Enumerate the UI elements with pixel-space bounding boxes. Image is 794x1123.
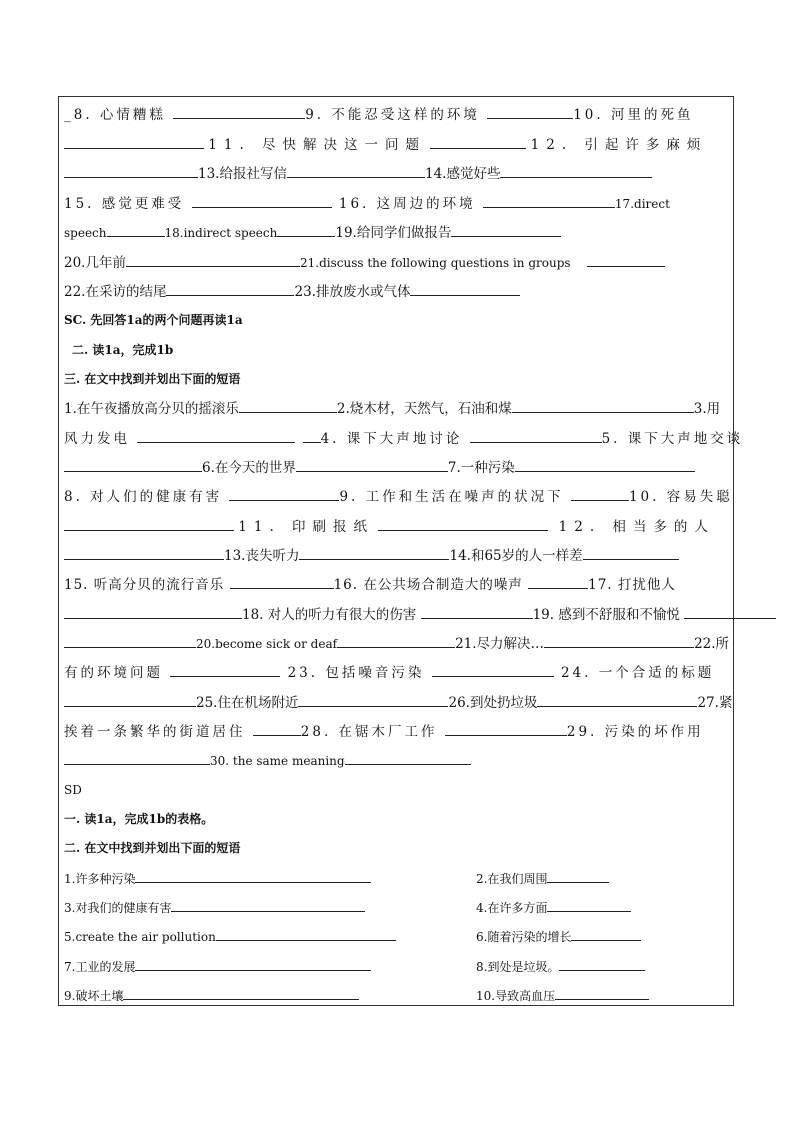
answer-blank[interactable] bbox=[173, 104, 305, 119]
phrase-row bbox=[64, 486, 732, 507]
phrase-row bbox=[64, 956, 732, 977]
phrase-label: 21.discuss the following questions in groups bbox=[299, 256, 571, 270]
phrase-label: 9. 工作和生活在噪声的状况下 bbox=[339, 489, 564, 505]
phrase-label: speech bbox=[64, 226, 107, 240]
answer-blank[interactable] bbox=[298, 692, 448, 707]
phrase-label: 18. 对人的听力有很大的伤害 bbox=[242, 607, 417, 623]
phrase-label: 2.烧木材，天然气，石油和煤 bbox=[336, 401, 512, 417]
answer-blank[interactable] bbox=[555, 985, 649, 1000]
phrase-label: 24. 一个合适的标题 bbox=[560, 665, 715, 681]
phrase-label: 19.给同学们做报告 bbox=[335, 225, 452, 241]
phrase-label: 16. 这周边的环境 bbox=[338, 196, 476, 212]
phrase-row bbox=[64, 545, 732, 566]
phrase-label: 10. 河里的死鱼 bbox=[573, 107, 694, 123]
instruction: 一. 读1a，完成1b的表格。 bbox=[64, 812, 214, 826]
answer-blank[interactable] bbox=[171, 897, 365, 912]
phrase-label: 有的环境问题 bbox=[64, 665, 163, 681]
phrase-label: 10. 容易失聪 bbox=[628, 489, 733, 505]
phrase-label: 7.工业的发展 bbox=[64, 960, 136, 974]
phrase-row bbox=[64, 604, 732, 625]
phrase-label: 5. 课下大声地交谈 bbox=[601, 431, 744, 447]
phrase-row bbox=[64, 104, 732, 125]
answer-blank[interactable] bbox=[296, 457, 448, 472]
phrase-label: 8. 对人们的健康有害 bbox=[64, 489, 223, 505]
answer-blank[interactable] bbox=[483, 193, 615, 208]
phrase-label: 8.到处是垃圾。 bbox=[476, 960, 560, 974]
answer-blank[interactable] bbox=[277, 222, 335, 237]
answer-blank[interactable] bbox=[287, 163, 425, 178]
phrase-label: 30. the same meaning bbox=[210, 754, 345, 768]
phrase-row bbox=[64, 897, 732, 918]
phrase-label: 4.在许多方面 bbox=[476, 901, 548, 915]
phrase-label: 9.破坏土壤 bbox=[64, 989, 124, 1003]
phrase-label: 28. 在锯木厂工作 bbox=[300, 724, 438, 740]
phrase-label: 26.到处扔垃圾 bbox=[448, 695, 538, 711]
phrase-row bbox=[64, 428, 744, 449]
answer-blank[interactable] bbox=[170, 662, 280, 677]
phrase-label: 25.住在机场附近 bbox=[196, 695, 299, 711]
answer-blank[interactable] bbox=[135, 868, 371, 883]
phrase-label: 11. 尽快解决这一问题 bbox=[208, 137, 427, 153]
answer-blank[interactable] bbox=[487, 104, 573, 119]
answer-blank[interactable] bbox=[229, 486, 339, 501]
phrase-label: 12. 相当多的人 bbox=[558, 519, 715, 535]
answer-blank[interactable] bbox=[107, 222, 165, 237]
answer-blank[interactable] bbox=[137, 428, 295, 443]
phrase-label: _8. 心情糟糕 bbox=[64, 107, 166, 123]
phrase-label: 23.排放废水或气体 bbox=[294, 284, 411, 300]
phrase-row bbox=[64, 281, 732, 302]
phrase-label: 22.所 bbox=[694, 636, 730, 652]
answer-blank[interactable] bbox=[126, 252, 300, 267]
phrase-row bbox=[64, 750, 732, 771]
answer-blank[interactable] bbox=[587, 252, 665, 267]
answer-blank[interactable] bbox=[528, 574, 588, 589]
section-heading: SC. 先回答1a的两个问题再读1a bbox=[64, 313, 243, 327]
answer-blank[interactable] bbox=[583, 545, 679, 560]
answer-blank[interactable] bbox=[537, 692, 697, 707]
answer-blank[interactable] bbox=[544, 633, 694, 648]
answer-blank[interactable] bbox=[64, 545, 224, 560]
phrase-label: 17. 打扰他人 bbox=[588, 577, 676, 593]
answer-blank[interactable] bbox=[253, 721, 301, 736]
answer-blank[interactable] bbox=[64, 516, 234, 531]
phrase-label: 27.紧 bbox=[697, 695, 733, 711]
phrase-label: 9. 不能忍受这样的环境 bbox=[305, 107, 480, 123]
phrase-label: 风力发电 bbox=[64, 431, 130, 447]
answer-blank[interactable] bbox=[64, 604, 242, 619]
instruction: 三. 在文中找到并划出下面的短语 bbox=[64, 372, 241, 386]
instruction: 二. 在文中找到并划出下面的短语 bbox=[64, 841, 241, 855]
answer-blank[interactable] bbox=[239, 398, 337, 413]
answer-blank[interactable] bbox=[123, 985, 359, 1000]
phrase-row bbox=[64, 926, 732, 947]
answer-blank[interactable] bbox=[571, 926, 641, 941]
answer-blank[interactable] bbox=[135, 956, 371, 971]
phrase-label: 11. 印刷报纸 bbox=[238, 519, 375, 535]
phrase-row bbox=[64, 721, 732, 742]
phrase-label: 6.在今天的世界 bbox=[202, 460, 296, 476]
answer-blank[interactable] bbox=[547, 897, 631, 912]
phrase-label: 1.在午夜播放高分贝的摇滚乐 bbox=[64, 401, 239, 417]
phrase-label: 1.许多种污染 bbox=[64, 872, 136, 886]
phrase-label: 20.几年前 bbox=[64, 255, 126, 271]
answer-blank[interactable] bbox=[64, 163, 198, 178]
phrase-label: 14.和65岁的人一样差 bbox=[449, 548, 583, 564]
answer-blank[interactable] bbox=[337, 633, 455, 648]
answer-blank[interactable] bbox=[64, 692, 196, 707]
phrase-label: 12. 引起许多麻烦 bbox=[530, 137, 708, 153]
answer-blank[interactable] bbox=[64, 750, 210, 765]
phrase-row bbox=[64, 633, 732, 654]
phrase-row bbox=[64, 574, 732, 595]
answer-blank[interactable] bbox=[216, 926, 396, 941]
phrase-label: 3.用 bbox=[693, 401, 721, 417]
answer-blank[interactable] bbox=[470, 428, 602, 443]
answer-blank[interactable] bbox=[684, 604, 776, 619]
phrase-row bbox=[64, 252, 732, 273]
phrase-label: 14.感觉好些 bbox=[424, 166, 501, 182]
phrase-row bbox=[64, 692, 732, 713]
answer-blank[interactable] bbox=[166, 281, 294, 296]
answer-blank[interactable] bbox=[512, 398, 694, 413]
answer-blank[interactable] bbox=[559, 956, 645, 971]
phrase-label: 17.direct bbox=[614, 197, 670, 211]
answer-blank[interactable] bbox=[430, 134, 526, 149]
phrase-label: 5.create the air pollution bbox=[64, 930, 216, 944]
answer-blank[interactable] bbox=[571, 486, 629, 501]
phrase-label: 15. 听高分贝的流行音乐 bbox=[64, 577, 225, 593]
phrase-label: 4. 课下大声地讨论 bbox=[320, 431, 463, 447]
phrase-row bbox=[64, 398, 732, 419]
phrase-label: 13.给报社写信 bbox=[198, 166, 287, 182]
phrase-label: 18.indirect speech bbox=[164, 226, 278, 240]
phrase-label: 挨着一条繁华的街道居住 bbox=[64, 724, 246, 740]
phrase-label: 10.导致高血压 bbox=[476, 989, 556, 1003]
answer-blank[interactable] bbox=[378, 516, 548, 531]
phrase-row bbox=[64, 222, 732, 243]
phrase-label: 22.在采访的结尾 bbox=[64, 284, 167, 300]
answer-blank[interactable] bbox=[421, 604, 533, 619]
answer-blank[interactable] bbox=[410, 281, 520, 296]
answer-blank[interactable] bbox=[445, 721, 567, 736]
phrase-label: 6.随着污染的增长 bbox=[476, 930, 572, 944]
answer-blank[interactable] bbox=[192, 193, 332, 208]
answer-blank[interactable] bbox=[451, 222, 561, 237]
phrase-row bbox=[64, 134, 732, 155]
answer-blank[interactable] bbox=[64, 633, 196, 648]
instruction: 二. 读1a，完成1b bbox=[72, 343, 174, 357]
phrase-row bbox=[64, 516, 732, 537]
phrase-row bbox=[64, 662, 732, 683]
answer-blank[interactable] bbox=[299, 545, 449, 560]
answer-blank[interactable] bbox=[547, 868, 609, 883]
phrase-label: 23. 包括噪音污染 bbox=[287, 665, 425, 681]
answer-blank[interactable] bbox=[303, 428, 321, 443]
phrase-label: 21.尽力解决… bbox=[455, 636, 545, 652]
phrase-label: 3.对我们的健康有害 bbox=[64, 901, 172, 915]
answer-blank[interactable] bbox=[515, 457, 695, 472]
phrase-label: 29. 污染的坏作用 bbox=[566, 724, 704, 740]
answer-blank[interactable] bbox=[230, 574, 334, 589]
answer-blank[interactable] bbox=[345, 750, 471, 765]
phrase-label: 16. 在公共场合制造大的噪声 bbox=[333, 577, 523, 593]
answer-blank[interactable] bbox=[432, 662, 554, 677]
phrase-row bbox=[64, 868, 732, 889]
phrase-row bbox=[64, 985, 732, 1006]
phrase-label: 2.在我们周围 bbox=[476, 872, 548, 886]
section-heading: SD bbox=[64, 783, 82, 797]
answer-blank[interactable] bbox=[64, 457, 202, 472]
phrase-row bbox=[64, 457, 732, 478]
phrase-label: 7.一种污染 bbox=[447, 460, 515, 476]
answer-blank[interactable] bbox=[500, 163, 652, 178]
phrase-label: 15. 感觉更难受 bbox=[64, 196, 185, 212]
phrase-label: 13.丧失听力 bbox=[224, 548, 300, 564]
phrase-label: 20.become sick or deaf bbox=[196, 637, 338, 651]
phrase-label: 19. 感到不舒服和不愉悦 bbox=[532, 607, 680, 623]
phrase-row bbox=[64, 193, 732, 214]
answer-blank[interactable] bbox=[64, 134, 204, 149]
phrase-row bbox=[64, 163, 732, 184]
